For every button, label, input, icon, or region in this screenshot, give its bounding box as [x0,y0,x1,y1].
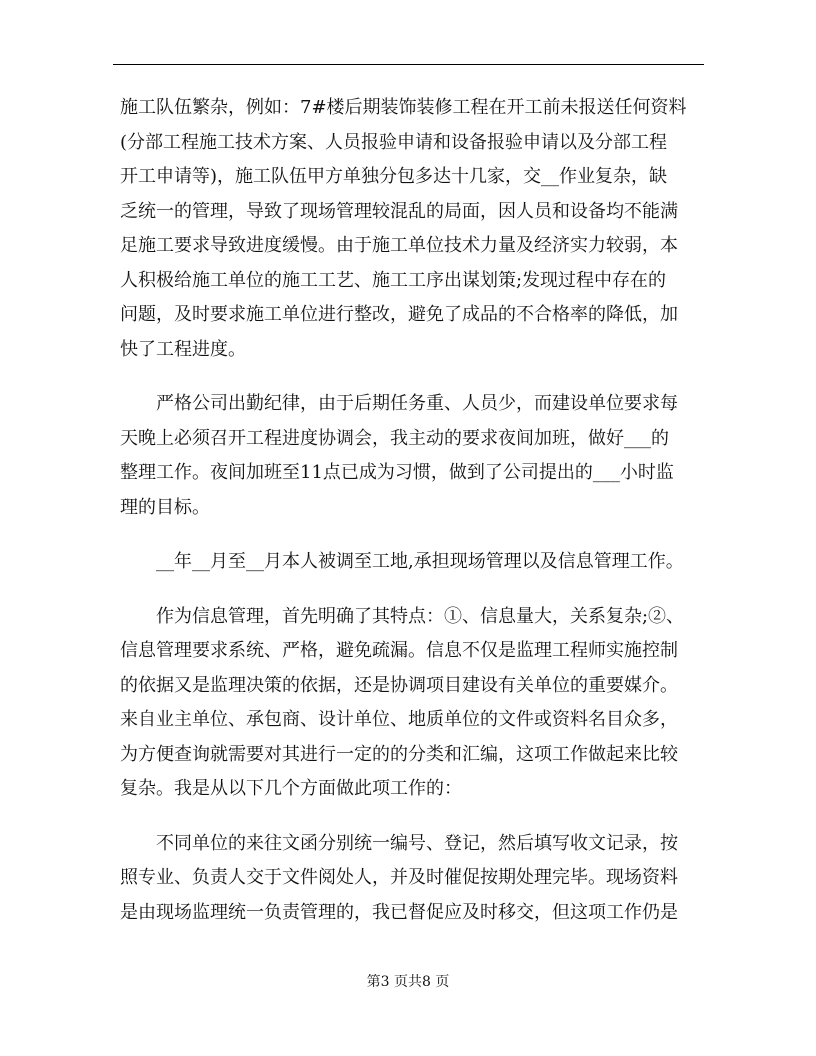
text-line: 理的目标。 [120,496,210,518]
text-line: 信息管理要求系统、严格，避免疏漏。信息不仅是监理工程师实施控制 [120,640,678,661]
text-line: 足施工要求导致进度缓慢。由于施工单位技术力量及经济实力较弱，本 [120,235,678,256]
text-line: 照专业、负责人交于文件阅处人，并及时催促按期处理完毕。现场资料 [120,867,678,888]
text-line: 的依据又是监理决策的依据，还是协调项目建设有关单位的重要媒介。 [120,674,678,696]
page-footer: 第3 页共8 页 [366,974,450,990]
text-line: 整理工作。夜间加班至11点已成为习惯，做到了公司提出的___小时监 [120,462,674,483]
text-line: 不同单位的来往文函分别统一编号、登记，然后填写收文记录，按 [156,832,678,854]
text-line: 快了工程进度。 [120,338,246,360]
text-line: __年__月至__月本人被调至工地,承担现场管理以及信息管理工作。 [156,551,684,572]
text-line: 严格公司出勤纪律，由于后期任务重、人员少，而建设单位要求每 [156,393,678,414]
text-line: 天晚上必须召开工程进度协调会，我主动的要求夜间加班，做好___的 [120,427,669,449]
paragraph-gap [120,367,704,387]
text-line: 人积极给施工单位的施工工艺、施工工序出谋划策;发现过程中存在的 [120,269,667,291]
header-rule [113,64,704,65]
text-line: 乏统一的管理，导致了现场管理较混乱的局面，因人员和设备均不能满 [120,200,678,222]
body-text [120,91,704,930]
text-line: 是由现场监理统一负责管理的，我已督促应及时移交，但这项工作仍是 [120,901,678,923]
text-line: (分部工程施工技术方案、人员报验申请和设备报验申请以及分部工程 [120,131,668,153]
text-line: 问题，及时要求施工单位进行整改，避免了成品的不合格率的降低，加 [120,304,678,325]
text-line: 开工申请等)，施工队伍甲方单独分包多达十几家，交__作业复杂，缺 [120,166,668,187]
paragraph-gap [120,580,704,600]
text-line: 复杂。我是从以下几个方面做此项工作的： [120,778,462,799]
text-line: 来自业主单位、承包商、设计单位、地质单位的文件或资料名目众多， [120,709,678,730]
text-line: 为方便查询就需要对其进行一定的的分类和汇编，这项工作做起来比较 [120,743,678,765]
paragraph-gap [120,807,704,827]
paragraph-gap [120,525,704,545]
text-line: 作为信息管理，首先明确了其特点：①、信息量大，关系复杂;②、 [156,605,685,627]
text-line: 施工队伍繁杂，例如：7#楼后期装饰装修工程在开工前未报送任何资料 [120,97,687,118]
